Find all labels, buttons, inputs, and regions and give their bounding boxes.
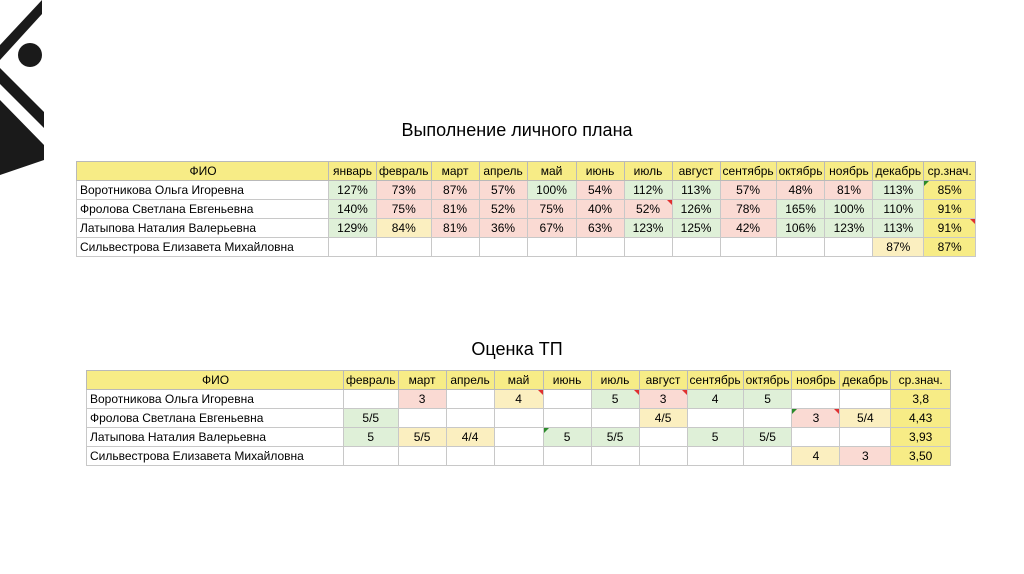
cell-average[interactable]: 91% [924,200,976,219]
cell[interactable] [576,238,624,257]
cell[interactable]: 3 [639,390,687,409]
cell[interactable]: 81% [825,181,873,200]
cell[interactable]: 42% [720,219,776,238]
cell[interactable]: 4 [494,390,543,409]
cell[interactable] [344,390,399,409]
cell[interactable] [840,390,891,409]
col-header[interactable]: ср.знач. [924,162,976,181]
cell[interactable] [344,447,399,466]
cell[interactable]: 87% [873,238,924,257]
cell[interactable]: 3 [840,447,891,466]
cell[interactable]: 112% [624,181,672,200]
cell-name[interactable]: Латыпова Наталия Валерьевна [87,428,344,447]
cell[interactable] [792,428,840,447]
cell[interactable] [720,238,776,257]
cell[interactable] [446,409,494,428]
col-header[interactable]: март [398,371,446,390]
cell[interactable] [446,447,494,466]
cell[interactable]: 52% [479,200,527,219]
cell-average[interactable]: 3,50 [891,447,951,466]
cell[interactable]: 75% [377,200,432,219]
cell[interactable]: 36% [479,219,527,238]
cell[interactable]: 123% [825,219,873,238]
col-header[interactable]: июль [591,371,639,390]
cell[interactable]: 5 [687,428,743,447]
cell[interactable]: 5 [591,390,639,409]
col-header[interactable]: август [672,162,720,181]
table-row [87,447,951,466]
col-header[interactable]: январь [329,162,377,181]
cell[interactable]: 100% [527,181,576,200]
cell-average[interactable]: 3,93 [891,428,951,447]
cell-average[interactable]: 85% [924,181,976,200]
cell[interactable]: 113% [873,181,924,200]
cell[interactable] [446,390,494,409]
col-header[interactable]: декабрь [840,371,891,390]
cell[interactable]: 5 [743,390,792,409]
cell[interactable] [543,390,591,409]
col-header[interactable]: июль [624,162,672,181]
cell[interactable]: 78% [720,200,776,219]
cell[interactable]: 126% [672,200,720,219]
cell[interactable]: 73% [377,181,432,200]
col-header[interactable]: февраль [344,371,399,390]
cell[interactable]: 113% [672,181,720,200]
cell[interactable]: 4/4 [446,428,494,447]
col-header[interactable]: ср.знач. [891,371,951,390]
cell[interactable] [825,238,873,257]
cell[interactable]: 57% [720,181,776,200]
cell[interactable] [377,238,432,257]
cell[interactable]: 5/5 [344,409,399,428]
cell[interactable]: 129% [329,219,377,238]
cell[interactable]: 87% [431,181,479,200]
cell[interactable]: 52% [624,200,672,219]
cell[interactable]: 125% [672,219,720,238]
cell[interactable] [591,409,639,428]
cell[interactable] [743,447,792,466]
table-header-row [87,371,951,390]
rating-table [86,370,951,466]
col-header[interactable]: ФИО [77,162,329,181]
cell[interactable]: 5 [543,428,591,447]
cell[interactable] [687,409,743,428]
cell-name[interactable]: Воротникова Ольга Игоревна [77,181,329,200]
table-row [87,428,951,447]
cell-name[interactable]: Сильвестрова Елизавета Михайловна [77,238,329,257]
cell[interactable] [398,447,446,466]
cell-average[interactable]: 4,43 [891,409,951,428]
cell[interactable]: 127% [329,181,377,200]
cell-average[interactable]: 87% [924,238,976,257]
table-row [87,390,951,409]
cell[interactable]: 81% [431,200,479,219]
col-header[interactable]: декабрь [873,162,924,181]
table-row [77,181,976,200]
cell-average[interactable]: 3,8 [891,390,951,409]
cell[interactable]: 140% [329,200,377,219]
cell[interactable]: 4 [687,390,743,409]
cell[interactable] [494,409,543,428]
cell[interactable] [494,428,543,447]
cell[interactable] [494,447,543,466]
cell[interactable]: 57% [479,181,527,200]
cell[interactable]: 84% [377,219,432,238]
cell[interactable] [743,409,792,428]
cell-name[interactable]: Воротникова Ольга Игоревна [87,390,344,409]
cell[interactable] [792,390,840,409]
col-header[interactable]: февраль [377,162,432,181]
cell[interactable] [639,447,687,466]
cell[interactable] [527,238,576,257]
plan-table [76,161,976,257]
table-header-row [77,162,976,181]
cell[interactable] [672,238,720,257]
cell[interactable]: 106% [776,219,825,238]
col-header[interactable]: октябрь [743,371,792,390]
brand-logo-icon [0,0,50,175]
cell[interactable] [776,238,825,257]
cell[interactable]: 5 [344,428,399,447]
cell[interactable]: 81% [431,219,479,238]
cell[interactable]: 5/5 [743,428,792,447]
cell[interactable]: 100% [825,200,873,219]
cell[interactable]: 4/5 [639,409,687,428]
col-header[interactable]: сентябрь [720,162,776,181]
table-row [77,238,976,257]
cell[interactable]: 48% [776,181,825,200]
cell[interactable] [543,447,591,466]
cell[interactable] [479,238,527,257]
cell[interactable]: 4 [792,447,840,466]
cell[interactable] [687,447,743,466]
cell[interactable]: 40% [576,200,624,219]
cell[interactable]: 5/5 [591,428,639,447]
table2-title: Оценка ТП [471,339,563,359]
cell[interactable]: 5/4 [840,409,891,428]
col-header[interactable]: апрель [446,371,494,390]
col-header[interactable]: май [494,371,543,390]
col-header[interactable]: ноябрь [792,371,840,390]
cell-name[interactable]: Латыпова Наталия Валерьевна [77,219,329,238]
cell[interactable] [329,238,377,257]
cell[interactable]: 54% [576,181,624,200]
cell[interactable]: 3 [792,409,840,428]
table1-title: Выполнение личного плана [401,120,633,140]
cell[interactable]: 123% [624,219,672,238]
cell-average[interactable]: 91% [924,219,976,238]
cell[interactable] [398,409,446,428]
cell[interactable]: 113% [873,219,924,238]
cell[interactable] [624,238,672,257]
cell[interactable]: 75% [527,200,576,219]
cell[interactable]: 67% [527,219,576,238]
table-row [77,200,976,219]
cell[interactable]: 110% [873,200,924,219]
cell-name[interactable]: Фролова Светлана Евгеньевна [77,200,329,219]
cell[interactable]: 3 [398,390,446,409]
col-header[interactable]: октябрь [776,162,825,181]
cell-name[interactable]: Сильвестрова Елизавета Михайловна [87,447,344,466]
col-header[interactable]: сентябрь [687,371,743,390]
cell[interactable] [840,428,891,447]
col-header[interactable]: август [639,371,687,390]
cell-name[interactable]: Фролова Светлана Евгеньевна [87,409,344,428]
cell[interactable] [543,409,591,428]
cell[interactable] [639,428,687,447]
col-header[interactable]: март [431,162,479,181]
cell[interactable] [431,238,479,257]
col-header[interactable]: май [527,162,576,181]
col-header[interactable]: июнь [576,162,624,181]
col-header[interactable]: ФИО [87,371,344,390]
cell[interactable]: 5/5 [398,428,446,447]
col-header[interactable]: июнь [543,371,591,390]
table-row [87,409,951,428]
table-row [77,219,976,238]
cell[interactable] [591,447,639,466]
col-header[interactable]: апрель [479,162,527,181]
cell[interactable]: 63% [576,219,624,238]
col-header[interactable]: ноябрь [825,162,873,181]
cell[interactable]: 165% [776,200,825,219]
